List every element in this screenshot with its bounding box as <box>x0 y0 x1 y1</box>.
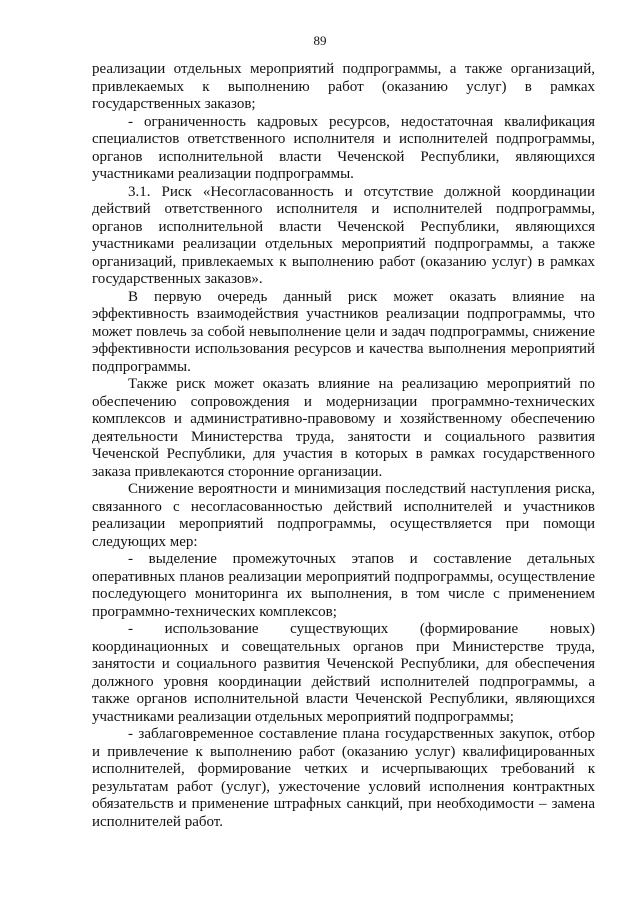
paragraph: реализации отдельных мероприятий подпрограммы, а также организаций, привлекаемых к выполнению работ (оказанию услуг) в рамках государственных заказов; <box>92 61 595 112</box>
paragraph: - заблаговременное составление плана государственных закупок, отбор и привлечение к выполнению работ (оказанию услуг) квалифицированных исполнителей, формирование четких и исчерпывающих требований к результатам работ (услуг), ужесточение условий исполнения контрактных обязательств и применение штрафных санкций, при необходимости – замена исполнителей работ. <box>92 726 595 830</box>
paragraph: 3.1. Риск «Несогласованность и отсутствие должной координации действий ответственного исполнителя и исполнителей подпрограммы, органов исполнительной власти Чеченской Республики, являющихся участниками реализации отдельных мероприятий подпрограммы, а также организаций, привлекаемых к выполнению работ (оказанию услуг) в рамках государственных заказов». <box>92 183 595 287</box>
paragraph: - выделение промежуточных этапов и составление детальных оперативных планов реализации мероприятий подпрограммы, осуществление последующего мониторинга их выполнения, в том числе с применением программно-технических комплексов; <box>92 551 595 620</box>
page-number: 89 <box>313 33 327 48</box>
paragraph: В первую очередь данный риск может оказать влияние на эффективность взаимодействия участников реализации подпрограммы, что может повлечь за собой невыполнение цели и задач подпрограммы, снижение эффективности использования ресурсов и качества выполнения мероприятий подпрограммы. <box>92 288 595 375</box>
paragraph: - использование существующих (формирование новых) координационных и совещательных органов при Министерстве труда, занятости и социального развития Чеченской Республики, для обеспечения должного уровня координации действий исполнителей подпрограммы, а также органов исполнительной власти Чеченской Республики, являющихся участниками реализации отдельных мероприятий подпрограммы; <box>92 621 595 725</box>
paragraph: Снижение вероятности и минимизация последствий наступления риска, связанного с несогласованностью действий исполнителей и участников реализации мероприятий подпрограммы, осуществляется при помощи следующих мер: <box>92 481 595 550</box>
paragraph: Также риск может оказать влияние на реализацию мероприятий по обеспечению сопровождения и модернизации программно-технических комплексов и административно-правовому и хозяйственному обеспечению деятельности Министерства труда, занятости и социального развития Чеченской Республики, для участия в которых в рамках государственного заказа привлекаются сторонние организации. <box>92 376 595 480</box>
paragraph: - ограниченность кадровых ресурсов, недостаточная квалификация специалистов ответственного исполнителя и исполнителей подпрограммы, органов исполнительной власти Чеченской Республики, являющихся участниками реализации подпрограммы. <box>92 113 595 182</box>
document-body <box>92 61 595 831</box>
